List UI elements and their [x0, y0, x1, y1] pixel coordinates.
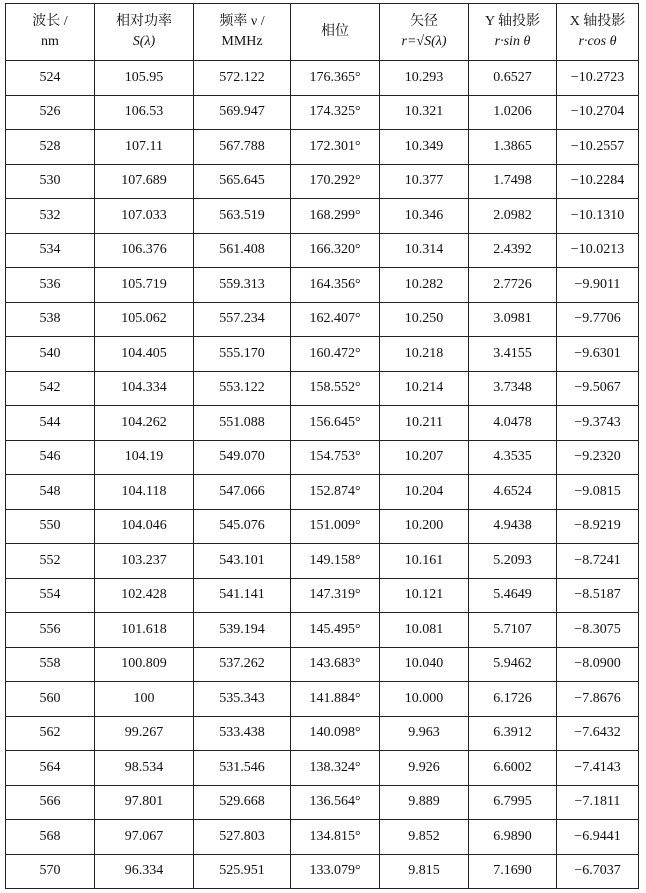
cell-relative-power: 104.405 — [95, 337, 194, 372]
cell-x-projection: −9.9011 — [557, 268, 639, 303]
cell-relative-power: 107.033 — [95, 199, 194, 234]
header-frequency-line1: 频率 ν / — [219, 14, 265, 29]
cell-phase: 140.098° — [291, 716, 380, 751]
cell-radius-vector: 9.963 — [380, 716, 469, 751]
cell-phase: 152.874° — [291, 475, 380, 510]
cell-x-projection: −7.8676 — [557, 682, 639, 717]
cell-x-projection: −9.3743 — [557, 406, 639, 441]
cell-phase: 166.320° — [291, 233, 380, 268]
cell-x-projection: −9.7706 — [557, 302, 639, 337]
header-frequency — [194, 4, 291, 61]
cell-wavelength: 538 — [6, 302, 95, 337]
table-row — [6, 613, 639, 648]
cell-wavelength: 532 — [6, 199, 95, 234]
table-row — [6, 475, 639, 510]
cell-phase: 154.753° — [291, 440, 380, 475]
cell-wavelength: 524 — [6, 61, 95, 96]
cell-radius-vector: 10.081 — [380, 613, 469, 648]
cell-x-projection: −10.2723 — [557, 61, 639, 96]
cell-frequency: 572.122 — [194, 61, 291, 96]
header-radius-vector — [380, 4, 469, 61]
table-row — [6, 199, 639, 234]
cell-y-projection: 4.0478 — [469, 406, 557, 441]
table-row — [6, 61, 639, 96]
cell-wavelength: 552 — [6, 544, 95, 579]
table-row — [6, 302, 639, 337]
cell-frequency: 557.234 — [194, 302, 291, 337]
cell-relative-power: 99.267 — [95, 716, 194, 751]
cell-radius-vector: 10.161 — [380, 544, 469, 579]
cell-relative-power: 100.809 — [95, 647, 194, 682]
cell-y-projection: 7.1690 — [469, 854, 557, 889]
cell-frequency: 551.088 — [194, 406, 291, 441]
table-row — [6, 751, 639, 786]
table-row — [6, 509, 639, 544]
cell-frequency: 529.668 — [194, 785, 291, 820]
table-row — [6, 164, 639, 199]
table-row — [6, 820, 639, 855]
cell-wavelength: 544 — [6, 406, 95, 441]
cell-phase: 158.552° — [291, 371, 380, 406]
cell-relative-power: 103.237 — [95, 544, 194, 579]
cell-relative-power: 98.534 — [95, 751, 194, 786]
header-frequency-unit: MMHz — [221, 34, 263, 49]
table-row — [6, 544, 639, 579]
cell-radius-vector: 9.852 — [380, 820, 469, 855]
cell-y-projection: 5.2093 — [469, 544, 557, 579]
cell-relative-power: 105.062 — [95, 302, 194, 337]
cell-x-projection: −9.2320 — [557, 440, 639, 475]
cell-x-projection: −7.4143 — [557, 751, 639, 786]
cell-relative-power: 106.53 — [95, 95, 194, 130]
cell-radius-vector: 10.282 — [380, 268, 469, 303]
cell-radius-vector: 10.349 — [380, 130, 469, 165]
cell-radius-vector: 10.121 — [380, 578, 469, 613]
cell-radius-vector: 10.250 — [380, 302, 469, 337]
table-row — [6, 854, 639, 889]
cell-x-projection: −10.2704 — [557, 95, 639, 130]
cell-phase: 133.079° — [291, 854, 380, 889]
cell-wavelength: 550 — [6, 509, 95, 544]
cell-radius-vector: 9.889 — [380, 785, 469, 820]
cell-relative-power: 107.689 — [95, 164, 194, 199]
cell-x-projection: −8.5187 — [557, 578, 639, 613]
cell-phase: 136.564° — [291, 785, 380, 820]
cell-y-projection: 3.7348 — [469, 371, 557, 406]
cell-frequency: 527.803 — [194, 820, 291, 855]
header-x-projection — [557, 4, 639, 61]
cell-y-projection: 2.7726 — [469, 268, 557, 303]
cell-wavelength: 548 — [6, 475, 95, 510]
cell-y-projection: 3.4155 — [469, 337, 557, 372]
table-row — [6, 578, 639, 613]
cell-phase: 172.301° — [291, 130, 380, 165]
cell-y-projection: 5.9462 — [469, 647, 557, 682]
cell-x-projection: −8.7241 — [557, 544, 639, 579]
cell-wavelength: 528 — [6, 130, 95, 165]
cell-relative-power: 101.618 — [95, 613, 194, 648]
cell-radius-vector: 9.926 — [380, 751, 469, 786]
cell-radius-vector: 10.214 — [380, 371, 469, 406]
cell-radius-vector: 10.377 — [380, 164, 469, 199]
cell-wavelength: 562 — [6, 716, 95, 751]
cell-y-projection: 5.4649 — [469, 578, 557, 613]
cell-frequency: 531.546 — [194, 751, 291, 786]
cell-relative-power: 97.801 — [95, 785, 194, 820]
table-row — [6, 682, 639, 717]
cell-x-projection: −8.9219 — [557, 509, 639, 544]
cell-wavelength: 542 — [6, 371, 95, 406]
header-relative-power — [95, 4, 194, 61]
cell-relative-power: 102.428 — [95, 578, 194, 613]
cell-y-projection: 5.7107 — [469, 613, 557, 648]
header-y-projection — [469, 4, 557, 61]
cell-x-projection: −6.7037 — [557, 854, 639, 889]
cell-relative-power: 104.334 — [95, 371, 194, 406]
cell-radius-vector: 10.321 — [380, 95, 469, 130]
cell-x-projection: −10.0213 — [557, 233, 639, 268]
header-row — [6, 4, 639, 61]
cell-phase: 164.356° — [291, 268, 380, 303]
data-table-container — [5, 3, 639, 889]
cell-relative-power: 97.067 — [95, 820, 194, 855]
cell-radius-vector: 9.815 — [380, 854, 469, 889]
cell-y-projection: 1.3865 — [469, 130, 557, 165]
cell-frequency: 569.947 — [194, 95, 291, 130]
cell-phase: 174.325° — [291, 95, 380, 130]
header-wavelength-unit: nm — [41, 34, 59, 49]
cell-radius-vector: 10.218 — [380, 337, 469, 372]
cell-wavelength: 536 — [6, 268, 95, 303]
cell-relative-power: 100 — [95, 682, 194, 717]
cell-x-projection: −7.6432 — [557, 716, 639, 751]
header-phase-line1: 相位 — [321, 24, 349, 39]
cell-phase: 149.158° — [291, 544, 380, 579]
cell-x-projection: −10.1310 — [557, 199, 639, 234]
cell-radius-vector: 10.204 — [380, 475, 469, 510]
cell-relative-power: 106.376 — [95, 233, 194, 268]
cell-phase: 145.495° — [291, 613, 380, 648]
cell-frequency: 537.262 — [194, 647, 291, 682]
cell-y-projection: 2.0982 — [469, 199, 557, 234]
header-relative-power-symbol: S(λ) — [132, 34, 156, 49]
cell-frequency: 535.343 — [194, 682, 291, 717]
cell-frequency: 565.645 — [194, 164, 291, 199]
cell-frequency: 541.141 — [194, 578, 291, 613]
table-row — [6, 337, 639, 372]
cell-phase: 156.645° — [291, 406, 380, 441]
cell-x-projection: −8.3075 — [557, 613, 639, 648]
header-y-projection-line1: Y 轴投影 — [484, 14, 541, 29]
cell-phase: 143.683° — [291, 647, 380, 682]
cell-wavelength: 554 — [6, 578, 95, 613]
cell-y-projection: 6.7995 — [469, 785, 557, 820]
cell-wavelength: 566 — [6, 785, 95, 820]
cell-x-projection: −6.9441 — [557, 820, 639, 855]
cell-wavelength: 564 — [6, 751, 95, 786]
cell-radius-vector: 10.346 — [380, 199, 469, 234]
wavelength-data-table — [5, 3, 639, 889]
header-relative-power-line1: 相对功率 — [116, 14, 172, 29]
cell-wavelength: 534 — [6, 233, 95, 268]
header-wavelength — [6, 4, 95, 61]
cell-frequency: 567.788 — [194, 130, 291, 165]
cell-wavelength: 560 — [6, 682, 95, 717]
cell-y-projection: 3.0981 — [469, 302, 557, 337]
cell-x-projection: −10.2557 — [557, 130, 639, 165]
cell-frequency: 539.194 — [194, 613, 291, 648]
table-row — [6, 130, 639, 165]
header-y-projection-formula: r·sin θ — [494, 34, 531, 49]
cell-y-projection: 2.4392 — [469, 233, 557, 268]
cell-frequency: 555.170 — [194, 337, 291, 372]
cell-radius-vector: 10.314 — [380, 233, 469, 268]
cell-x-projection: −8.0900 — [557, 647, 639, 682]
cell-y-projection: 4.3535 — [469, 440, 557, 475]
cell-x-projection: −9.5067 — [557, 371, 639, 406]
cell-wavelength: 556 — [6, 613, 95, 648]
cell-wavelength: 526 — [6, 95, 95, 130]
cell-frequency: 549.070 — [194, 440, 291, 475]
table-body — [6, 61, 639, 889]
cell-phase: 134.815° — [291, 820, 380, 855]
table-row — [6, 716, 639, 751]
table-row — [6, 233, 639, 268]
cell-y-projection: 6.9890 — [469, 820, 557, 855]
cell-radius-vector: 10.000 — [380, 682, 469, 717]
cell-wavelength: 558 — [6, 647, 95, 682]
table-row — [6, 268, 639, 303]
cell-frequency: 545.076 — [194, 509, 291, 544]
cell-wavelength: 540 — [6, 337, 95, 372]
cell-phase: 162.407° — [291, 302, 380, 337]
table-row — [6, 440, 639, 475]
header-radius-vector-formula: r=√S(λ) — [401, 34, 447, 49]
cell-relative-power: 105.719 — [95, 268, 194, 303]
cell-frequency: 547.066 — [194, 475, 291, 510]
cell-frequency: 559.313 — [194, 268, 291, 303]
table-row — [6, 647, 639, 682]
header-radius-vector-line1: 矢径 — [410, 14, 438, 29]
cell-relative-power: 105.95 — [95, 61, 194, 96]
table-row — [6, 371, 639, 406]
cell-phase: 168.299° — [291, 199, 380, 234]
cell-y-projection: 6.6002 — [469, 751, 557, 786]
cell-wavelength: 530 — [6, 164, 95, 199]
table-row — [6, 406, 639, 441]
cell-frequency: 543.101 — [194, 544, 291, 579]
cell-wavelength: 568 — [6, 820, 95, 855]
cell-phase: 151.009° — [291, 509, 380, 544]
cell-frequency: 525.951 — [194, 854, 291, 889]
cell-radius-vector: 10.293 — [380, 61, 469, 96]
cell-radius-vector: 10.207 — [380, 440, 469, 475]
cell-x-projection: −7.1811 — [557, 785, 639, 820]
cell-frequency: 561.408 — [194, 233, 291, 268]
cell-x-projection: −10.2284 — [557, 164, 639, 199]
cell-relative-power: 104.118 — [95, 475, 194, 510]
cell-frequency: 553.122 — [194, 371, 291, 406]
cell-wavelength: 546 — [6, 440, 95, 475]
cell-y-projection: 1.7498 — [469, 164, 557, 199]
cell-phase: 160.472° — [291, 337, 380, 372]
cell-y-projection: 4.6524 — [469, 475, 557, 510]
table-row — [6, 785, 639, 820]
cell-phase: 138.324° — [291, 751, 380, 786]
header-wavelength-line1: 波长 / — [32, 14, 68, 29]
cell-radius-vector: 10.040 — [380, 647, 469, 682]
cell-phase: 176.365° — [291, 61, 380, 96]
cell-phase: 141.884° — [291, 682, 380, 717]
cell-relative-power: 104.19 — [95, 440, 194, 475]
cell-relative-power: 104.262 — [95, 406, 194, 441]
cell-y-projection: 1.0206 — [469, 95, 557, 130]
cell-y-projection: 6.3912 — [469, 716, 557, 751]
header-x-projection-formula: r·cos θ — [578, 34, 617, 49]
cell-x-projection: −9.0815 — [557, 475, 639, 510]
header-x-projection-line1: X 轴投影 — [569, 14, 626, 29]
header-phase — [291, 4, 380, 61]
cell-frequency: 563.519 — [194, 199, 291, 234]
cell-wavelength: 570 — [6, 854, 95, 889]
cell-radius-vector: 10.211 — [380, 406, 469, 441]
cell-relative-power: 104.046 — [95, 509, 194, 544]
cell-frequency: 533.438 — [194, 716, 291, 751]
table-row — [6, 95, 639, 130]
cell-y-projection: 0.6527 — [469, 61, 557, 96]
cell-relative-power: 96.334 — [95, 854, 194, 889]
cell-phase: 147.319° — [291, 578, 380, 613]
cell-phase: 170.292° — [291, 164, 380, 199]
cell-radius-vector: 10.200 — [380, 509, 469, 544]
cell-y-projection: 6.1726 — [469, 682, 557, 717]
cell-x-projection: −9.6301 — [557, 337, 639, 372]
cell-relative-power: 107.11 — [95, 130, 194, 165]
cell-y-projection: 4.9438 — [469, 509, 557, 544]
